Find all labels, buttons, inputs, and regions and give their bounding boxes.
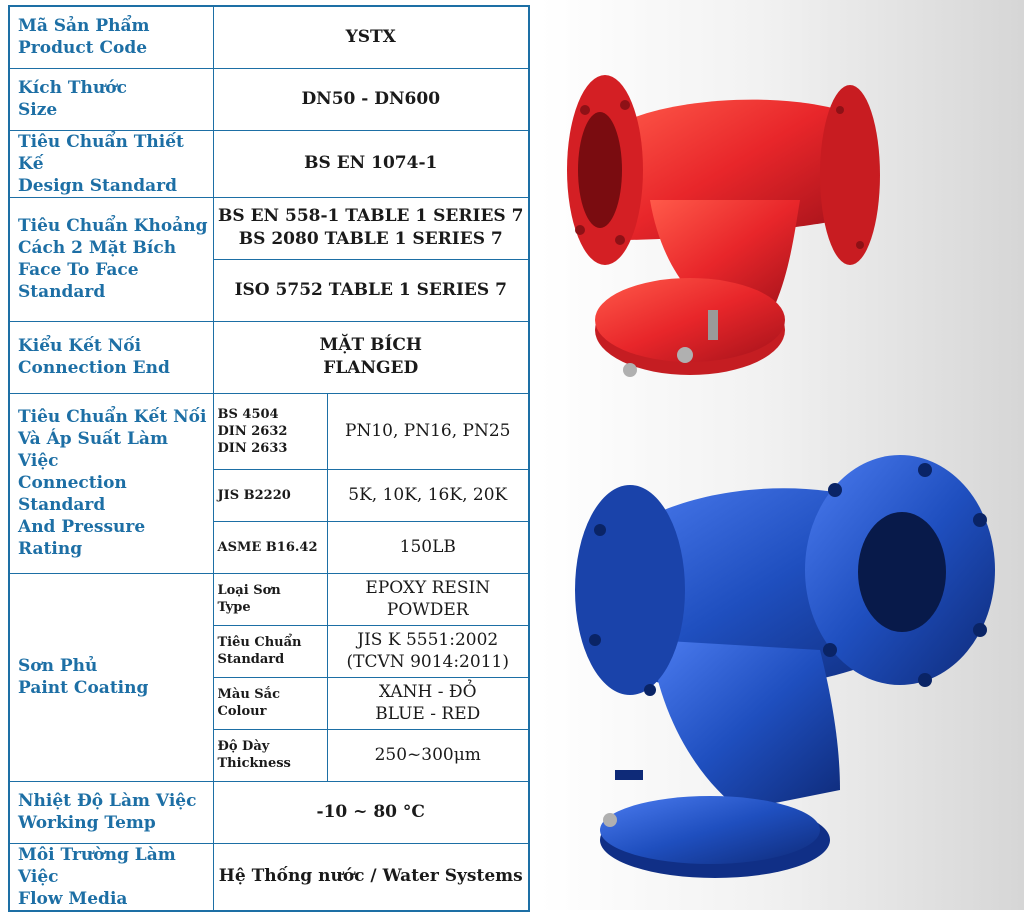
row-coating-type: [9, 573, 529, 625]
label-vi: Mã Sản Phẩm: [18, 16, 150, 37]
row-pressure-1: [9, 393, 529, 469]
label-vi: Môi Trường Làm Việc: [18, 844, 176, 887]
label-vi: Sơn Phủ: [18, 656, 98, 676]
label-paint-coating: [9, 573, 213, 781]
value-flow-media: Hệ Thống nước / Water Systems: [213, 843, 529, 911]
label-en: Paint Coating: [18, 678, 149, 698]
pressure-std-bs: [213, 393, 327, 469]
label-line: Và Áp Suất Làm Việc: [18, 429, 168, 471]
pressure-std-jis: JIS B2220: [213, 469, 327, 521]
label-vi: Nhiệt Độ Làm Việc: [18, 791, 197, 811]
coating-value-standard: [327, 625, 529, 677]
pressure-value-bs: PN10, PN16, PN25: [327, 393, 529, 469]
coating-value-colour: [327, 677, 529, 729]
label-en: Connection End: [18, 358, 170, 378]
sub-en: Colour: [217, 704, 267, 719]
row-design-standard: [9, 130, 529, 197]
sub-vi: Màu Sắc: [217, 687, 281, 702]
sub-en: Thickness: [217, 756, 291, 771]
coating-value-type: [327, 573, 529, 625]
std-line: BS 4504: [217, 406, 279, 422]
sub-en: Type: [217, 600, 251, 615]
value-line: FLANGED: [323, 358, 419, 378]
label-en: Product Code: [18, 38, 148, 59]
label-vi: Tiêu Chuẩn Thiết Kế: [18, 131, 184, 174]
label-vi-1: Tiêu Chuẩn Khoảng: [18, 216, 208, 236]
sub-en: Standard: [217, 652, 285, 667]
coating-sub-standard: [213, 625, 327, 677]
value-line: POWDER: [386, 600, 469, 620]
coating-value-thickness: 250~300μm: [327, 729, 529, 781]
value-line: (TCVN 9014:2011): [346, 652, 509, 672]
value-working-temp: -10 ~ 80 °C: [213, 781, 529, 843]
coating-sub-thickness: [213, 729, 327, 781]
value-line: JIS K 5551:2002: [357, 630, 499, 650]
blue-y-strainer-valve: [575, 455, 995, 878]
coating-sub-type: [213, 573, 327, 625]
label-product-code: [9, 6, 213, 68]
std-line: DIN 2633: [217, 440, 288, 456]
value-line: BLUE - RED: [375, 704, 481, 724]
value-connection-end: [213, 321, 529, 393]
std-line: DIN 2632: [217, 423, 288, 439]
value-line: MẶT BÍCH: [319, 335, 422, 355]
label-working-temp: [9, 781, 213, 843]
row-product-code: [9, 6, 529, 68]
value-line: EPOXY RESIN: [365, 578, 491, 598]
value-face-to-face-1: [213, 197, 529, 259]
label-flow-media: [9, 843, 213, 911]
sub-vi: Tiêu Chuẩn: [217, 635, 302, 650]
label-size: [9, 68, 213, 130]
value-design-standard: BS EN 1074-1: [213, 130, 529, 197]
label-line: And Pressure Rating: [18, 517, 146, 559]
label-en: Flow Media: [18, 888, 128, 909]
value-line: BS 2080 TABLE 1 SERIES 7: [238, 229, 503, 249]
coating-sub-colour: [213, 677, 327, 729]
product-photo-panel: [540, 0, 1024, 910]
value-line: XANH - ĐỎ: [378, 682, 477, 702]
label-en: Design Standard: [18, 175, 178, 196]
pressure-value-jis: 5K, 10K, 16K, 20K: [327, 469, 529, 521]
red-y-strainer-valve: [567, 75, 880, 377]
label-connection-end: [9, 321, 213, 393]
pressure-value-asme: 150LB: [327, 521, 529, 573]
label-line: Connection Standard: [18, 473, 127, 515]
label-line: Tiêu Chuẩn Kết Nối: [18, 407, 207, 427]
value-line: BS EN 558-1 TABLE 1 SERIES 7: [218, 206, 524, 226]
pressure-std-asme: ASME B16.42: [213, 521, 327, 573]
valve-illustrations: [540, 0, 1024, 910]
row-working-temp: [9, 781, 529, 843]
label-vi: Kích Thước: [18, 78, 127, 98]
label-pressure-rating: [9, 393, 213, 573]
label-en: Size: [18, 100, 58, 120]
sub-vi: Loại Sơn: [217, 583, 281, 598]
label-vi-2: Cách 2 Mặt Bích: [18, 238, 177, 258]
label-en: Working Temp: [18, 813, 156, 833]
row-size: [9, 68, 529, 130]
label-vi: Kiểu Kết Nối: [18, 336, 142, 356]
value-size: DN50 - DN600: [213, 68, 529, 130]
value-face-to-face-2: ISO 5752 TABLE 1 SERIES 7: [213, 259, 529, 321]
label-face-to-face: [9, 197, 213, 321]
label-design-standard: [9, 130, 213, 197]
row-face-to-face-1: [9, 197, 529, 259]
sub-vi: Độ Dày: [217, 739, 270, 754]
spec-table: [8, 5, 530, 912]
row-connection-end: [9, 321, 529, 393]
value-product-code: YSTX: [213, 6, 529, 68]
label-en: Face To Face Standard: [18, 260, 139, 302]
row-flow-media: [9, 843, 529, 911]
